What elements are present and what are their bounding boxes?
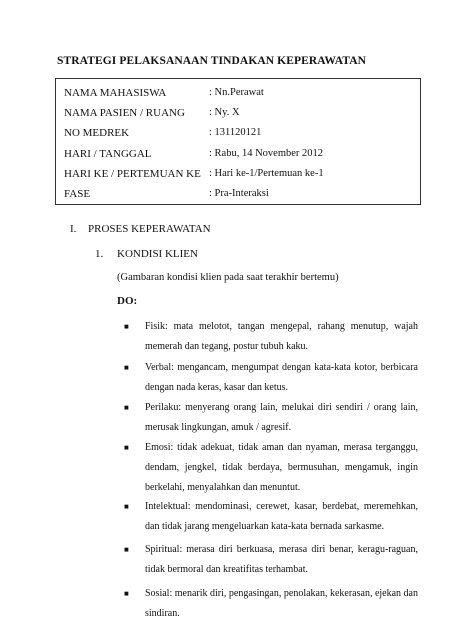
list-item bbox=[125, 398, 418, 438]
list-item-text: Emosi: tidak adekuat, tidak aman dan nyaman, merasa terganggu, dendam, jengkel, tidak berdaya, bermusuhan, mengamuk, ingin berkelahi, menyalahkan dan menuntut. bbox=[145, 442, 418, 493]
section-title: PROSES KEPERAWATAN bbox=[88, 223, 211, 235]
info-label: FASE bbox=[64, 188, 91, 200]
bullet-icon: ■ bbox=[124, 443, 129, 452]
list-item-text: Spiritual: merasa diri berkuasa, merasa diri benar, keragu-raguan, tidak bermoral dan kreatifitas terhambat. bbox=[145, 544, 418, 575]
list-item bbox=[125, 358, 418, 398]
info-value: : Rabu, 14 November 2012 bbox=[209, 148, 324, 159]
info-label: HARI / TANGGAL bbox=[64, 148, 152, 160]
info-value: : Pra-Interaksi bbox=[209, 188, 269, 199]
section-number: I. bbox=[70, 223, 77, 235]
list-item-text: Perilaku: menyerang orang lain, melukai diri sendiri / orang lain, merusak lingkungan, amuk / agresif. bbox=[145, 402, 418, 433]
bullet-icon: ■ bbox=[124, 502, 129, 511]
list-item-text: Intelektual: mendominasi, cerewet, kasar, berdebat, meremehkan, dan tidak jarang mengeluarkan kata-kata bernada sarkasme. bbox=[145, 501, 418, 532]
info-label: NAMA PASIEN / RUANG bbox=[64, 107, 185, 119]
info-value: : Ny. X bbox=[209, 107, 240, 118]
subsection-number: 1. bbox=[95, 248, 104, 260]
bullet-icon: ■ bbox=[124, 545, 129, 554]
info-value: : 131120121 bbox=[209, 127, 262, 138]
subsection-title: KONDISI KLIEN bbox=[117, 248, 198, 260]
list-item-text: Fisik: mata melotot, tangan mengepal, rahang menutup, wajah memerah dan tegang, postur tubuh kaku. bbox=[145, 321, 418, 352]
bullet-icon: ■ bbox=[124, 589, 129, 598]
list-item bbox=[125, 497, 418, 537]
list-item-text: Sosial: menarik diri, pengasingan, penolakan, kekerasan, ejekan dan sindiran. bbox=[145, 588, 418, 619]
list-item bbox=[125, 438, 418, 498]
info-label: HARI KE / PERTEMUAN KE bbox=[64, 168, 201, 180]
bullet-icon: ■ bbox=[124, 322, 129, 331]
info-label: NO MEDREK bbox=[64, 127, 130, 139]
document-title: STRATEGI PELAKSANAAN TINDAKAN KEPERAWATAN bbox=[57, 55, 367, 67]
list-item bbox=[125, 540, 418, 580]
info-value: : Nn.Perawat bbox=[209, 87, 264, 98]
do-label: DO: bbox=[117, 295, 138, 307]
bullet-icon: ■ bbox=[124, 363, 129, 372]
list-item bbox=[125, 317, 418, 357]
info-label: NAMA MAHASISWA bbox=[64, 87, 167, 99]
bullet-icon: ■ bbox=[124, 403, 129, 412]
note-text: (Gambaran kondisi klien pada saat terakhir bertemu) bbox=[117, 272, 339, 283]
patient-info-box bbox=[55, 78, 421, 205]
info-value: : Hari ke-1/Pertemuan ke-1 bbox=[209, 168, 324, 179]
list-item bbox=[125, 584, 418, 624]
list-item-text: Verbal: mengancam, mengumpat dengan kata-kata kotor, berbicara dengan nada keras, kasar dan ketus. bbox=[145, 362, 418, 393]
